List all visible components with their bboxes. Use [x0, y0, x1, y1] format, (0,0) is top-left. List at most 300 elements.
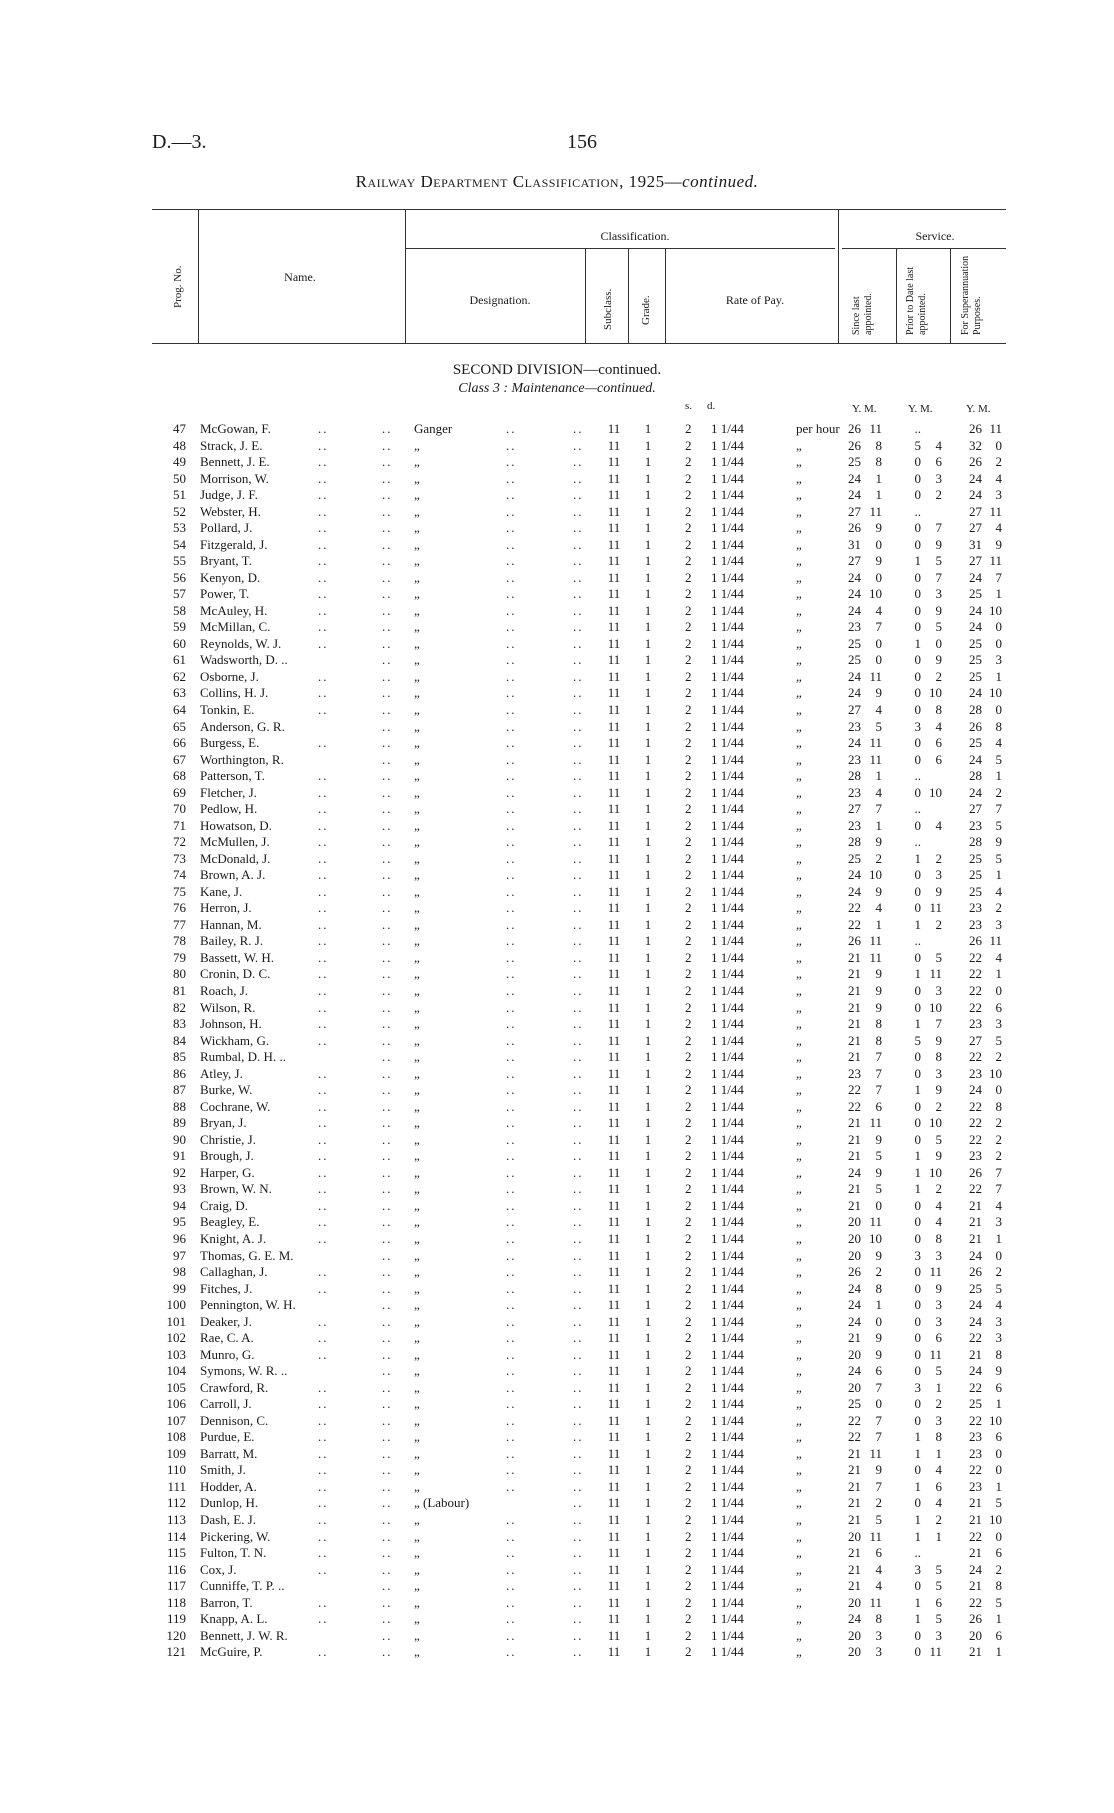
cell-prog-no: 95 — [173, 1214, 186, 1230]
cell-since-months: 9 — [875, 883, 882, 899]
cell-since-years: 26 — [848, 437, 861, 453]
cell-rate-shillings: 2 — [685, 421, 692, 436]
divider-grade — [665, 248, 666, 343]
cell-prior-months: 3 — [935, 1065, 942, 1081]
cell-leader: .. — [506, 1644, 517, 1660]
cell-leader: .. — [318, 1032, 329, 1048]
cell-leader: .. — [318, 487, 329, 503]
cell-rate-shillings: 2 — [685, 454, 692, 470]
cell-since-months: 0 — [875, 635, 882, 651]
cell-rate-shillings: 2 — [685, 1627, 692, 1643]
table-row — [0, 884, 1114, 901]
cell-designation: „ — [414, 702, 420, 717]
cell-rate-period: „ — [796, 735, 802, 751]
cell-leader: .. — [573, 1280, 584, 1296]
cell-rate-period: „ — [796, 949, 802, 965]
cell-grade: 1 — [644, 569, 652, 585]
cell-leader: .. — [506, 520, 517, 536]
cell-designation: „ — [414, 949, 420, 965]
cell-rate-shillings: 2 — [685, 1032, 692, 1048]
cell-rate-shillings: 2 — [685, 1478, 692, 1494]
cell-super-months: 4 — [995, 470, 1002, 486]
cell-designation: „ — [414, 1396, 420, 1412]
cell-prior-months: 2 — [935, 1511, 942, 1527]
cell-since-months: 11 — [869, 933, 882, 949]
cell-subclass: 11 — [607, 668, 621, 684]
cell-rate-shillings: 2 — [685, 1197, 692, 1213]
cell-leader: .. — [382, 751, 393, 767]
cell-prior-years: 0 — [914, 1346, 921, 1362]
cell-super-months: 10 — [989, 685, 1002, 701]
cell-prior-years: 0 — [914, 883, 921, 899]
cell-leader: .. — [318, 635, 329, 651]
cell-super-years: 24 — [969, 1082, 982, 1098]
table-row — [0, 603, 1114, 620]
cell-leader: .. — [382, 652, 393, 668]
cell-leader: .. — [318, 1429, 329, 1445]
cell-super-years: 22 — [969, 1462, 982, 1478]
cell-grade: 1 — [644, 536, 652, 552]
cell-rate-period: „ — [796, 834, 802, 850]
cell-leader: .. — [506, 1313, 517, 1329]
cell-leader: .. — [382, 619, 393, 635]
cell-since-years: 21 — [848, 966, 861, 982]
table-row — [0, 1082, 1114, 1099]
cell-since-years: 27 — [848, 801, 861, 817]
cell-since-months: 4 — [875, 702, 882, 717]
cell-rate-shillings: 2 — [685, 1214, 692, 1230]
cell-rate-period: „ — [796, 470, 802, 486]
cell-prior-years: 0 — [914, 1131, 921, 1147]
cell-leader: .. — [382, 1297, 393, 1313]
cell-grade: 1 — [644, 1280, 652, 1296]
table-row — [0, 636, 1114, 653]
cell-leader: .. — [506, 718, 517, 734]
cell-leader: .. — [573, 1363, 584, 1379]
cell-super-months: 3 — [995, 1313, 1002, 1329]
cell-since-months: 8 — [875, 454, 882, 470]
cell-super-months: 3 — [995, 1330, 1002, 1346]
table-row — [0, 1562, 1114, 1579]
cell-rate-pence: 1 1/44 — [711, 1330, 744, 1346]
table-row — [0, 421, 1114, 438]
cell-since-months: 0 — [875, 536, 882, 552]
cell-designation: „ — [414, 1297, 420, 1313]
cell-prior-years: 1 — [914, 850, 921, 866]
col-rate: Rate of Pay. — [725, 293, 785, 307]
cell-designation: „ — [414, 1065, 420, 1081]
table-row — [0, 1495, 1114, 1512]
cell-super-months: 6 — [995, 999, 1002, 1015]
cell-subclass: 11 — [607, 586, 621, 602]
cell-prog-no: 98 — [173, 1264, 186, 1280]
cell-leader: .. — [382, 1346, 393, 1362]
cell-name: Atley, J. — [200, 1065, 243, 1081]
cell-since-years: 21 — [848, 1016, 861, 1032]
cell-leader: .. — [506, 437, 517, 453]
cell-leader: .. — [506, 1181, 517, 1197]
cell-subclass: 11 — [607, 619, 621, 635]
cell-prog-no: 74 — [173, 867, 186, 883]
cell-leader: .. — [318, 1164, 329, 1180]
cell-rate-period: „ — [796, 1462, 802, 1478]
cell-prior-years: 1 — [914, 1445, 921, 1461]
cell-rate-shillings: 2 — [685, 1115, 692, 1131]
cell-rate-pence: 1 1/44 — [711, 1594, 744, 1610]
table-row — [0, 1066, 1114, 1083]
cell-leader: .. — [318, 983, 329, 999]
cell-prior-months: 5 — [935, 1578, 942, 1594]
cell-super-months: 7 — [995, 801, 1002, 817]
cell-grade: 1 — [644, 619, 652, 635]
cell-super-years: 27 — [969, 520, 982, 536]
cell-designation: „ — [414, 1280, 420, 1296]
cell-designation: „ — [414, 1545, 420, 1561]
table-row — [0, 669, 1114, 686]
cell-since-years: 20 — [848, 1247, 861, 1263]
cell-rate-pence: 1 1/44 — [711, 801, 744, 817]
table-row — [0, 1033, 1114, 1050]
cell-prior-months: 2 — [935, 487, 942, 503]
cell-rate-period: „ — [796, 635, 802, 651]
cell-prior-years: 3 — [914, 1247, 921, 1263]
cell-leader: .. — [506, 635, 517, 651]
cell-leader: .. — [382, 1016, 393, 1032]
table-row — [0, 586, 1114, 603]
cell-rate-pence: 1 1/44 — [711, 867, 744, 883]
cell-super-months: 8 — [995, 1346, 1002, 1362]
cell-prog-no: 66 — [173, 735, 186, 751]
cell-super-years: 24 — [969, 619, 982, 635]
cell-leader: .. — [506, 1032, 517, 1048]
cell-grade: 1 — [644, 834, 652, 850]
cell-super-years: 23 — [969, 817, 982, 833]
cell-since-months: 7 — [875, 1082, 882, 1098]
cell-since-months: 9 — [875, 1346, 882, 1362]
cell-name: Strack, J. E. — [200, 437, 263, 453]
cell-super-months: 5 — [995, 1032, 1002, 1048]
cell-prog-no: 97 — [173, 1247, 186, 1263]
cell-super-years: 25 — [969, 883, 982, 899]
cell-super-years: 25 — [969, 668, 982, 684]
cell-name: Carroll, J. — [200, 1396, 252, 1412]
cell-name: Symons, W. R. .. — [200, 1363, 288, 1379]
cell-subclass: 11 — [607, 1379, 621, 1395]
table-row — [0, 1248, 1114, 1265]
cell-rate-pence: 1 1/44 — [711, 1148, 744, 1164]
cell-rate-period: „ — [796, 916, 802, 932]
cell-super-years: 22 — [969, 1049, 982, 1065]
table-row — [0, 818, 1114, 835]
cell-leader: .. — [506, 1131, 517, 1147]
cell-super-years: 22 — [969, 1528, 982, 1544]
cell-name: Anderson, G. R. — [200, 718, 285, 734]
cell-rate-period: „ — [796, 817, 802, 833]
cell-prog-no: 85 — [173, 1049, 186, 1065]
cell-since-months: 4 — [875, 900, 882, 916]
cell-designation: „ — [414, 916, 420, 932]
cell-prog-no: 77 — [173, 916, 186, 932]
cell-leader: .. — [506, 652, 517, 668]
cell-super-years: 31 — [969, 536, 982, 552]
cell-prog-no: 100 — [166, 1297, 186, 1313]
cell-super-months: 9 — [995, 536, 1002, 552]
cell-prior-years: 1 — [914, 1528, 921, 1544]
cell-rate-shillings: 2 — [685, 768, 692, 784]
cell-super-months: 2 — [995, 1264, 1002, 1280]
cell-name: Bassett, W. H. — [200, 949, 275, 965]
cell-leader: .. — [573, 718, 584, 734]
cell-grade: 1 — [644, 1247, 652, 1263]
cell-since-months: 11 — [869, 421, 882, 436]
cell-designation: „ — [414, 1164, 420, 1180]
cell-name: Cochrane, W. — [200, 1098, 271, 1114]
divider-prior — [950, 248, 951, 343]
cell-super-months: 9 — [995, 834, 1002, 850]
cell-name: Dash, E. J. — [200, 1511, 256, 1527]
class-heading: Class 3 : Maintenance—continued. — [458, 381, 656, 396]
cell-super-years: 22 — [969, 1131, 982, 1147]
cell-since-years: 21 — [848, 1197, 861, 1213]
cell-super-months: 7 — [995, 1164, 1002, 1180]
cell-leader: .. — [318, 470, 329, 486]
cell-rate-pence: 1 1/44 — [711, 949, 744, 965]
cell-prior-months: 3 — [935, 983, 942, 999]
cell-prior-months: 10 — [929, 1115, 942, 1131]
cell-designation: „ — [414, 1561, 420, 1577]
cell-leader: .. — [506, 768, 517, 784]
cell-prog-no: 54 — [173, 536, 186, 552]
cell-since-months: 6 — [875, 1363, 882, 1379]
cell-subclass: 11 — [607, 1214, 621, 1230]
cell-leader: .. — [573, 437, 584, 453]
page-number: 156 — [567, 131, 597, 153]
cell-rate-shillings: 2 — [685, 817, 692, 833]
cell-prior-years: 1 — [914, 553, 921, 569]
cell-since-months: 9 — [875, 1247, 882, 1263]
cell-since-years: 22 — [848, 916, 861, 932]
cell-designation: „ — [414, 1412, 420, 1428]
cell-rate-pence: 1 1/44 — [711, 1214, 744, 1230]
cell-name: Callaghan, J. — [200, 1264, 268, 1280]
cell-leader: .. — [382, 1412, 393, 1428]
table-row — [0, 1429, 1114, 1446]
cell-prior-months: 2 — [935, 850, 942, 866]
cell-leader: .. — [382, 850, 393, 866]
cell-super-years: 28 — [969, 702, 982, 717]
cell-rate-shillings: 2 — [685, 1297, 692, 1313]
cell-rate-period: „ — [796, 685, 802, 701]
cell-designation: „ — [414, 536, 420, 552]
cell-rate-period: „ — [796, 1280, 802, 1296]
cell-subclass: 11 — [607, 1082, 621, 1098]
cell-grade: 1 — [644, 553, 652, 569]
cell-name: McAuley, H. — [200, 602, 268, 618]
cell-super-months: 0 — [995, 1528, 1002, 1544]
cell-prog-no: 93 — [173, 1181, 186, 1197]
cell-super-months: 0 — [995, 1445, 1002, 1461]
cell-since-years: 20 — [848, 1379, 861, 1395]
cell-rate-pence: 1 1/44 — [711, 1429, 744, 1445]
cell-prior-months: 9 — [935, 536, 942, 552]
cell-subclass: 11 — [607, 1545, 621, 1561]
cell-prior-years: 0 — [914, 1098, 921, 1114]
cell-since-months: 11 — [869, 503, 882, 519]
table-row — [0, 487, 1114, 504]
cell-rate-shillings: 2 — [685, 1363, 692, 1379]
cell-rate-shillings: 2 — [685, 520, 692, 536]
cell-rate-period: „ — [796, 1627, 802, 1643]
cell-super-years: 23 — [969, 900, 982, 916]
cell-name: Dunlop, H. — [200, 1495, 259, 1511]
cell-grade: 1 — [644, 1478, 652, 1494]
cell-super-months: 3 — [995, 487, 1002, 503]
cell-leader: .. — [382, 916, 393, 932]
cell-since-years: 21 — [848, 999, 861, 1015]
cell-super-months: 3 — [995, 1016, 1002, 1032]
cell-rate-pence: 1 1/44 — [711, 702, 744, 717]
cell-since-years: 27 — [848, 553, 861, 569]
cell-grade: 1 — [644, 1594, 652, 1610]
cell-leader: .. — [573, 850, 584, 866]
cell-designation: „ — [414, 1098, 420, 1114]
cell-leader: .. — [573, 1511, 584, 1527]
cell-super-years: 24 — [969, 685, 982, 701]
cell-grade: 1 — [644, 1330, 652, 1346]
cell-super-months: 0 — [995, 437, 1002, 453]
cell-since-months: 4 — [875, 602, 882, 618]
cell-subclass: 11 — [607, 1611, 621, 1627]
cell-rate-shillings: 2 — [685, 867, 692, 883]
cell-leader: .. — [506, 569, 517, 585]
col-name: Name. — [284, 270, 316, 284]
cell-leader: .. — [382, 487, 393, 503]
cell-leader: .. — [318, 1511, 329, 1527]
table-row — [0, 917, 1114, 934]
cell-rate-pence: 1 1/44 — [711, 437, 744, 453]
cell-designation: „ — [414, 1313, 420, 1329]
cell-leader: .. — [573, 1032, 584, 1048]
cell-super-years: 22 — [969, 1330, 982, 1346]
cell-since-years: 24 — [848, 1280, 861, 1296]
cell-rate-pence: 1 1/44 — [711, 751, 744, 767]
cell-since-years: 22 — [848, 1082, 861, 1098]
cell-subclass: 11 — [607, 1297, 621, 1313]
cell-rate-shillings: 2 — [685, 470, 692, 486]
cell-rate-shillings: 2 — [685, 1280, 692, 1296]
cell-rate-pence: 1 1/44 — [711, 1016, 744, 1032]
cell-prior-years: 0 — [914, 1197, 921, 1213]
cell-rate-period: „ — [796, 867, 802, 883]
cell-leader: .. — [382, 933, 393, 949]
cell-grade: 1 — [644, 1098, 652, 1114]
cell-rate-shillings: 2 — [685, 1561, 692, 1577]
cell-prior-months: 11 — [929, 900, 942, 916]
col-subclass: Subclass. — [602, 288, 614, 330]
cell-rate-shillings: 2 — [685, 586, 692, 602]
cell-super-years: 21 — [969, 1545, 982, 1561]
cell-rate-period: „ — [796, 1313, 802, 1329]
cell-leader: .. — [506, 668, 517, 684]
cell-leader: .. — [506, 1330, 517, 1346]
cell-prog-no: 71 — [173, 817, 186, 833]
cell-prior-years: 0 — [914, 999, 921, 1015]
cell-designation: „ — [414, 817, 420, 833]
cell-leader: .. — [573, 801, 584, 817]
cell-super-months: 3 — [995, 652, 1002, 668]
cell-leader: .. — [318, 867, 329, 883]
cell-super-months: 5 — [995, 1280, 1002, 1296]
cell-super-years: 27 — [969, 503, 982, 519]
cell-grade: 1 — [644, 1214, 652, 1230]
cell-prog-no: 91 — [173, 1148, 186, 1164]
cell-name: Roach, J. — [200, 983, 249, 999]
cell-since-months: 9 — [875, 553, 882, 569]
cell-grade: 1 — [644, 966, 652, 982]
cell-prior-years: 0 — [914, 685, 921, 701]
cell-since-months: 6 — [875, 1098, 882, 1114]
cell-leader: .. — [382, 553, 393, 569]
cell-prior-months: 11 — [929, 1264, 942, 1280]
cell-leader: .. — [573, 867, 584, 883]
cell-since-months: 1 — [875, 768, 882, 784]
cell-rate-period: „ — [796, 1247, 802, 1263]
cell-subclass: 11 — [607, 1396, 621, 1412]
cell-designation: „ — [414, 1082, 420, 1098]
cell-leader: .. — [506, 1445, 517, 1461]
cell-leader: .. — [573, 1131, 584, 1147]
cell-prior-years: 0 — [914, 1644, 921, 1660]
cell-name: Bennett, J. E. — [200, 454, 270, 470]
cell-prior-months: 10 — [929, 685, 942, 701]
cell-since-months: 8 — [875, 437, 882, 453]
cell-name: Bryant, T. — [200, 553, 252, 569]
cell-super-months: 9 — [995, 1363, 1002, 1379]
cell-rate-pence: 1 1/44 — [711, 1164, 744, 1180]
cell-leader: .. — [382, 1561, 393, 1577]
cell-rate-period: „ — [796, 454, 802, 470]
cell-grade: 1 — [644, 1412, 652, 1428]
cell-leader: .. — [506, 801, 517, 817]
cell-prog-no: 55 — [173, 553, 186, 569]
col-classification: Classification. — [600, 229, 670, 243]
cell-leader: .. — [382, 1379, 393, 1395]
cell-leader: .. — [318, 619, 329, 635]
cell-subclass: 11 — [607, 850, 621, 866]
cell-rate-shillings: 2 — [685, 1611, 692, 1627]
cell-since-years: 28 — [848, 834, 861, 850]
cell-since-years: 26 — [848, 1264, 861, 1280]
cell-super-months: 0 — [995, 635, 1002, 651]
cell-leader: .. — [506, 1264, 517, 1280]
table-row — [0, 801, 1114, 818]
cell-prog-no: 48 — [173, 437, 186, 453]
cell-since-months: 9 — [875, 999, 882, 1015]
cell-since-years: 24 — [848, 569, 861, 585]
cell-since-months: 5 — [875, 1181, 882, 1197]
cell-leader: .. — [506, 1115, 517, 1131]
cell-designation: „ — [414, 801, 420, 817]
cell-rate-period: „ — [796, 999, 802, 1015]
cell-prior-years: 0 — [914, 1313, 921, 1329]
cell-subclass: 11 — [607, 1644, 621, 1660]
cell-since-months: 8 — [875, 1280, 882, 1296]
cell-super-months: 4 — [995, 883, 1002, 899]
cell-rate-shillings: 2 — [685, 1148, 692, 1164]
cell-since-years: 25 — [848, 1396, 861, 1412]
cell-designation: „ — [414, 1627, 420, 1643]
cell-name: Barron, T. — [200, 1594, 253, 1610]
